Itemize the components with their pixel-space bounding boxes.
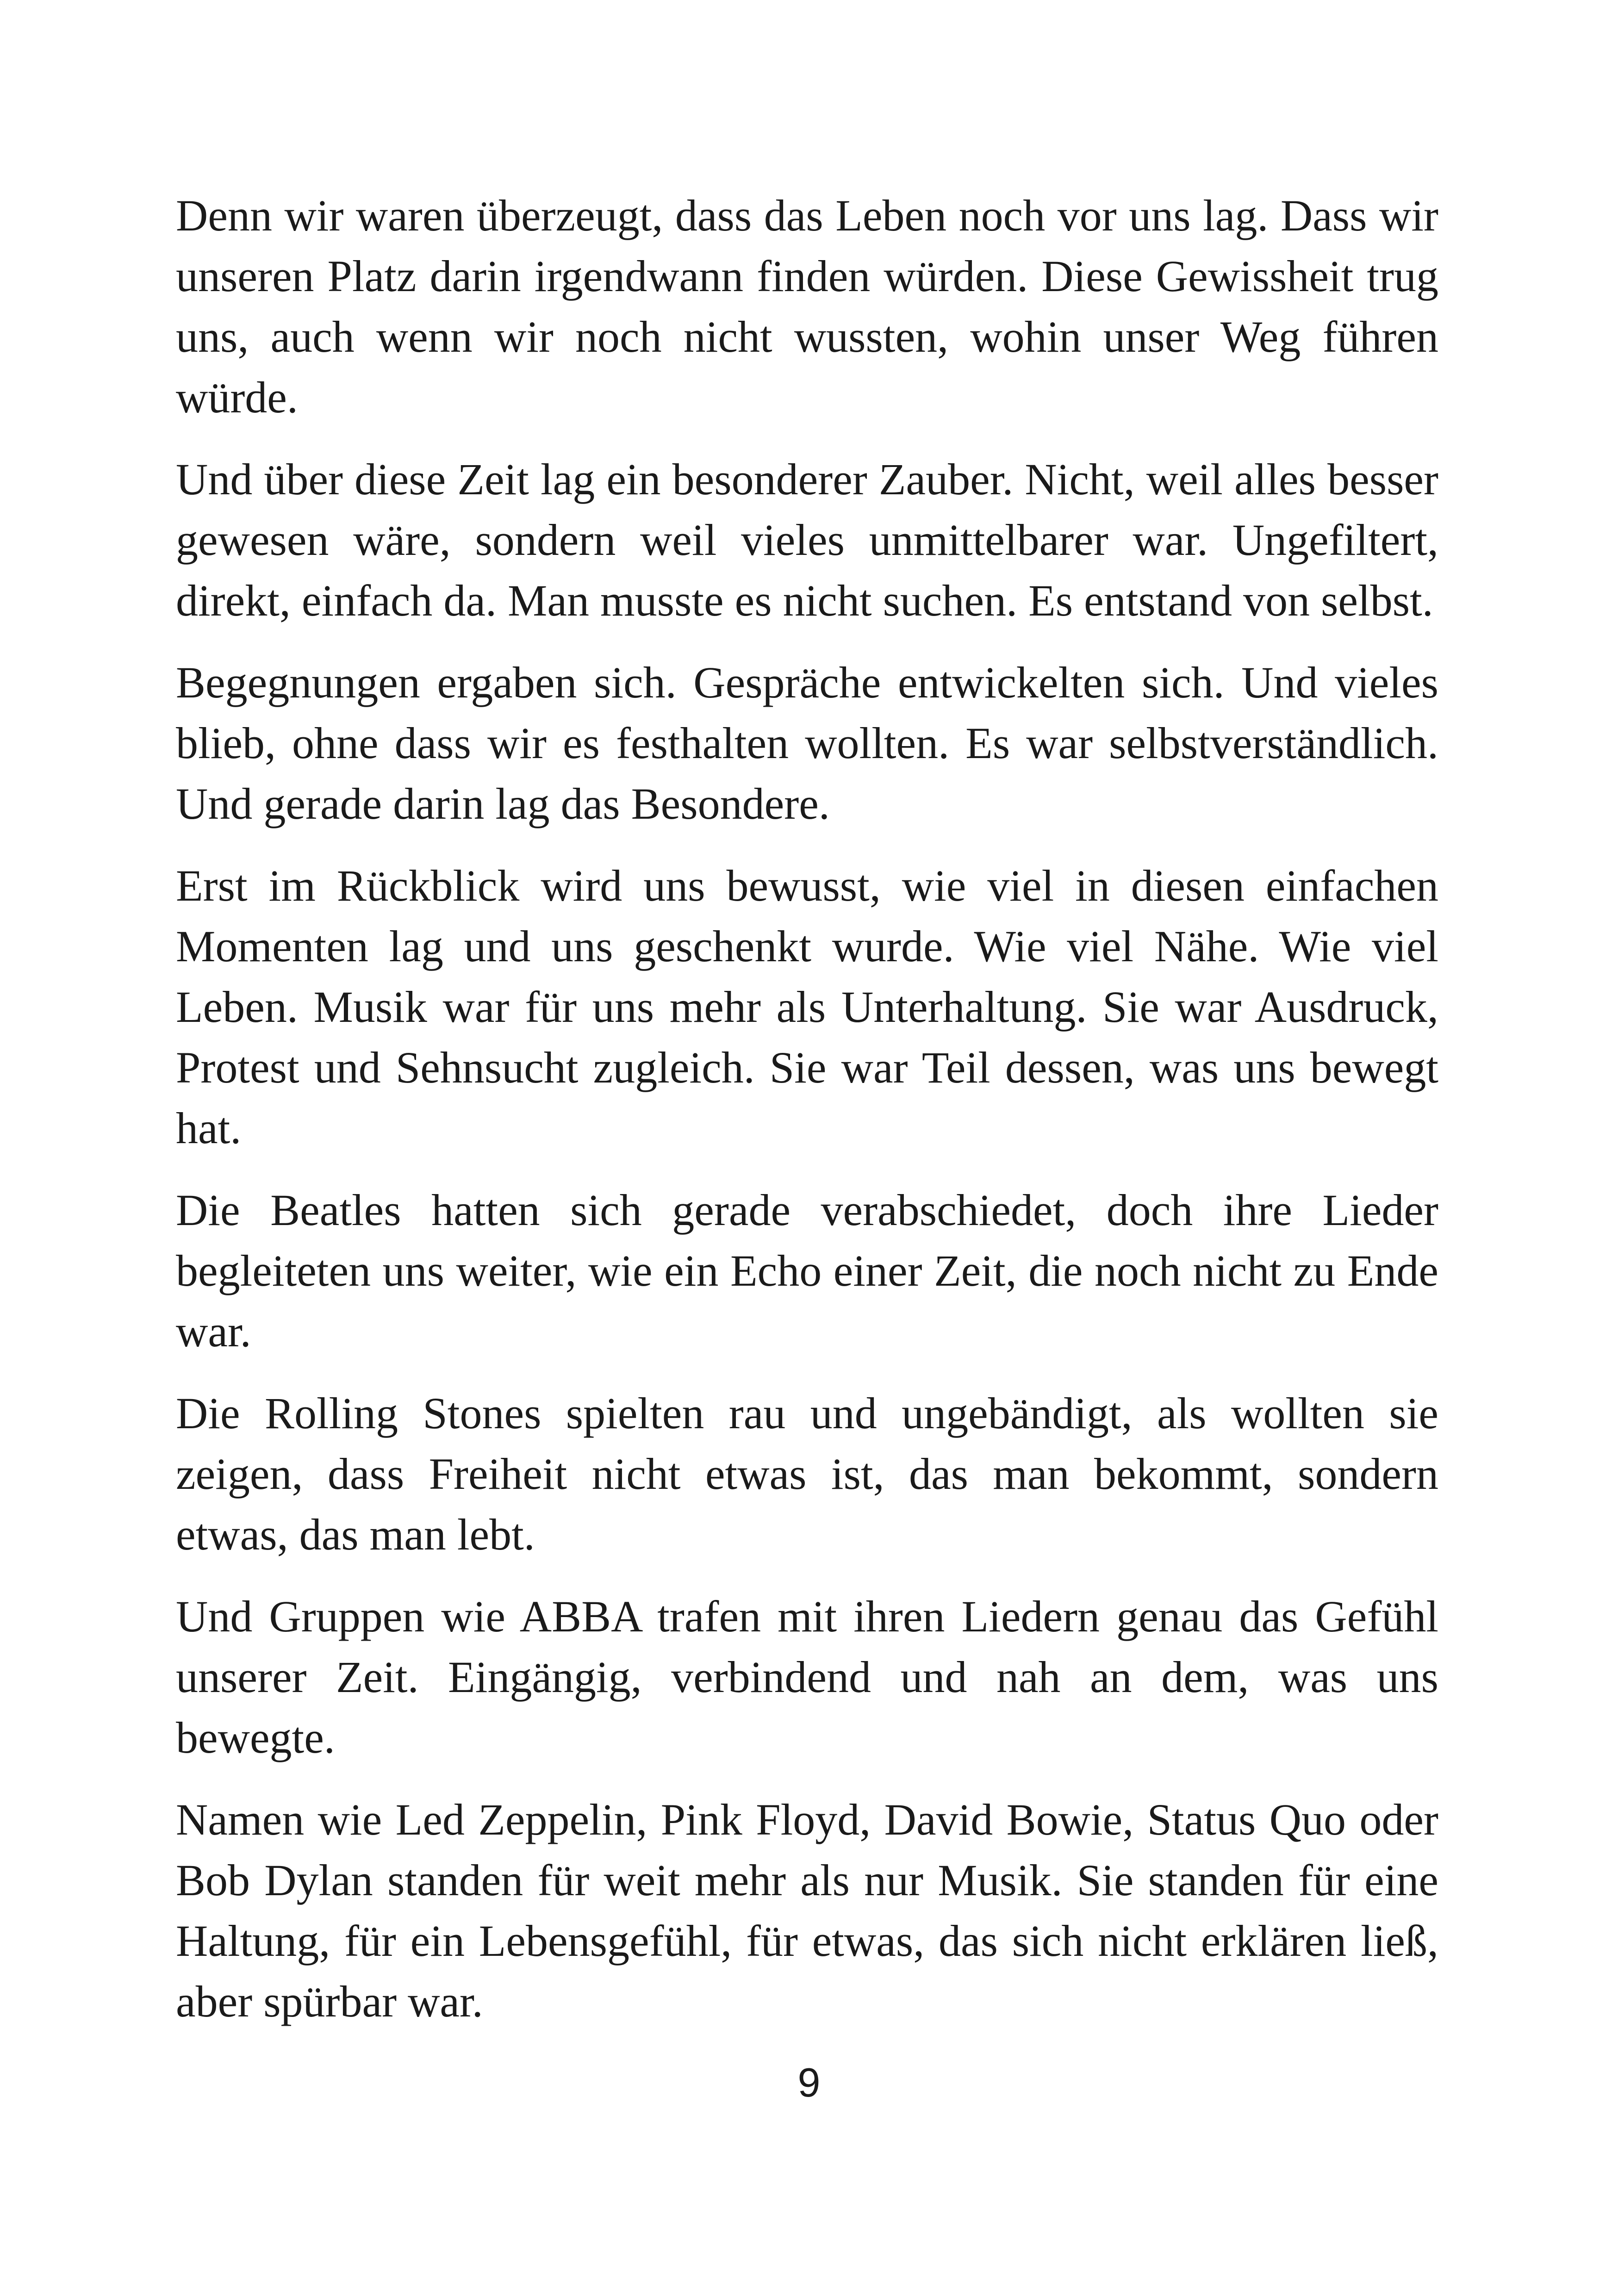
- paragraph: Erst im Rückblick wird uns bewusst, wie viel in diesen einfachen Momenten lag und uns geschenkt wurde. Wie viel Nähe. Wie viel Leben. Musik war für uns mehr als Unterhaltung. Sie war Ausdruck, Protest und Sehnsucht zugleich. Sie war Teil dessen, was uns bewegt hat.: [176, 861, 1438, 1153]
- paragraph: Denn wir waren überzeugt, dass das Leben noch vor uns lag. Dass wir unseren Platz darin irgendwann finden würden. Diese Gewissheit trug uns, auch wenn wir noch nicht wussten, wohin unser Weg führen würde.: [176, 191, 1438, 422]
- page-number: 9: [797, 2060, 821, 2105]
- body-text: [176, 185, 1438, 2053]
- paragraph: Namen wie Led Zeppelin, Pink Floyd, David Bowie, Status Quo oder Bob Dylan standen für weit mehr als nur Musik. Sie standen für eine Haltung, für ein Lebensgefühl, für etwas, das sich nicht erklären ließ, aber spürbar war.: [176, 1795, 1438, 2026]
- paragraph: Und Gruppen wie ABBA trafen mit ihren Liedern genau das Gefühl unserer Zeit. Eingängig, verbindend und nah an dem, was uns bewegte.: [176, 1592, 1438, 1762]
- paragraph: Begegnungen ergaben sich. Gespräche entwickelten sich. Und vieles blieb, ohne dass wir es festhalten wollten. Es war selbstverständlich. Und gerade darin lag das Besondere.: [176, 658, 1438, 828]
- paragraph: Die Rolling Stones spielten rau und ungebändigt, als wollten sie zeigen, dass Freiheit nicht etwas ist, das man bekommt, sondern etwas, das man lebt.: [176, 1388, 1438, 1559]
- paragraph: Und über diese Zeit lag ein besonderer Zauber. Nicht, weil alles besser gewesen wäre, sondern weil vieles unmittelbarer war. Ungefiltert, direkt, einfach da. Man musste es nicht suchen. Es entstand von selbst.: [176, 454, 1438, 625]
- paragraph: Die Beatles hatten sich gerade verabschiedet, doch ihre Lieder begleiteten uns weiter, wie ein Echo einer Zeit, die noch nicht zu Ende war.: [176, 1185, 1438, 1356]
